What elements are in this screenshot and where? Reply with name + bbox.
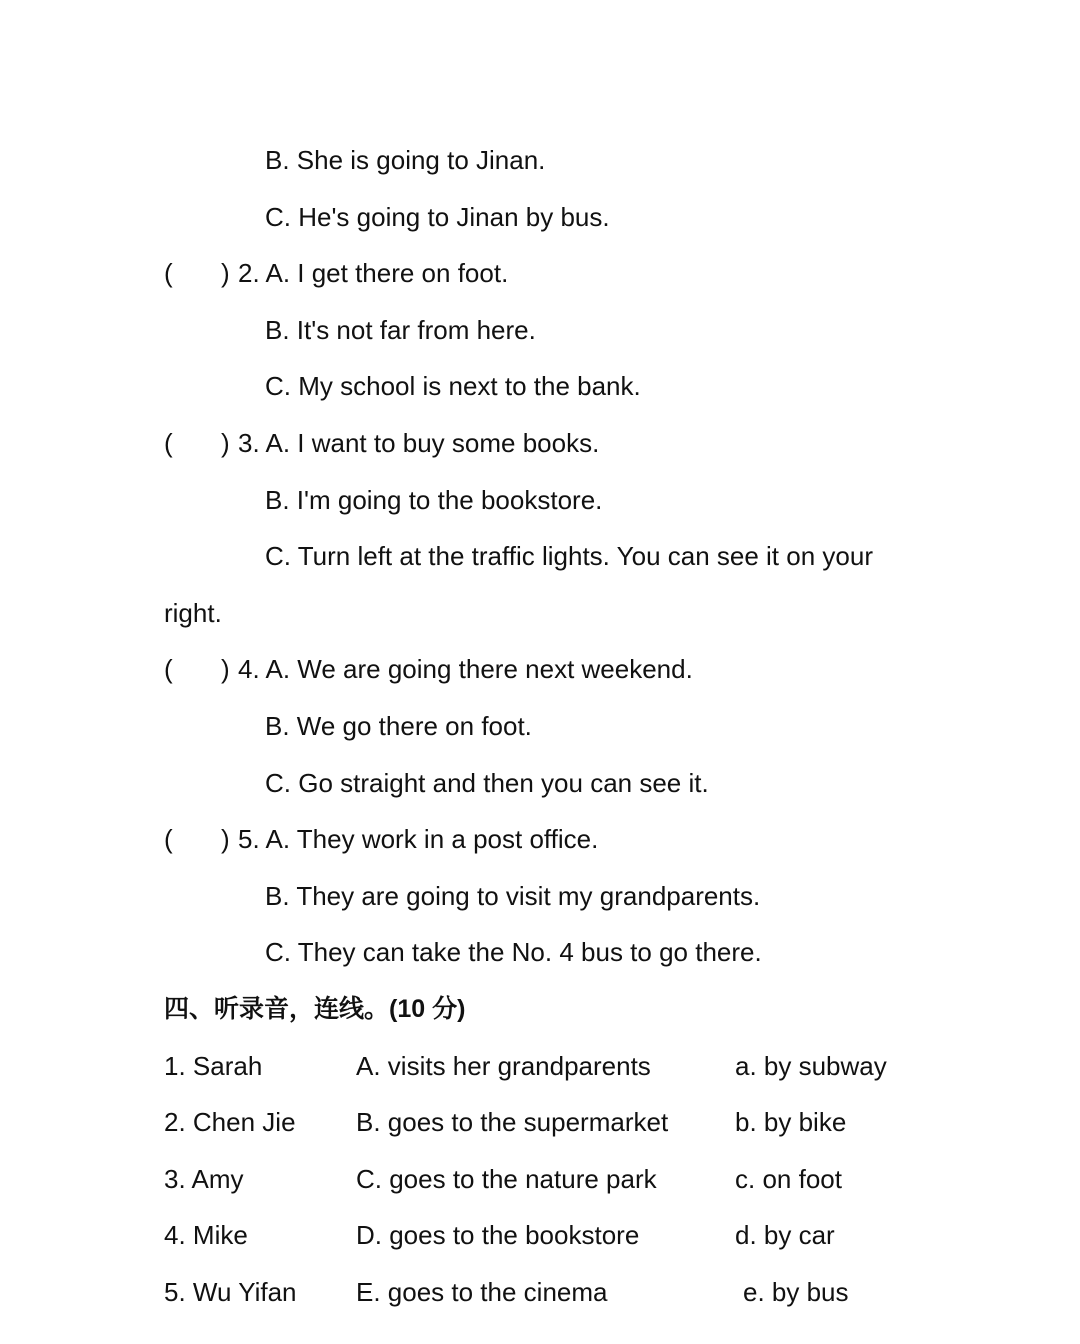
match-activity: C. goes to the nature park [356,1164,657,1194]
q4-question-line: 4. A. We are going there next weekend. [238,654,693,684]
q4-answer-blank [164,653,236,685]
match-activity: E. goes to the cinema [356,1277,608,1307]
q3-option-c: C. Turn left at the traffic lights. You can see it on your [265,541,873,571]
q1-option-b: B. She is going to Jinan. [265,145,546,175]
q4-option-c: C. Go straight and then you can see it. [265,768,709,798]
q2-question-line: 2. A. I get there on foot. [238,258,509,288]
q3-option-b: B. I'm going to the bookstore. [265,485,603,515]
q3-answer-blank [164,427,236,459]
q2-option-c: C. My school is next to the bank. [265,371,641,401]
blank-close-paren: ) [221,654,230,684]
match-name: 1. Sarah [164,1051,263,1081]
match-name: 4. Mike [164,1220,248,1250]
match-name: 3. Amy [164,1164,244,1194]
q5-option-b: B. They are going to visit my grandparents. [265,881,761,911]
q5-answer-blank [164,823,236,855]
match-transport: a. by subway [735,1051,887,1081]
blank-open-paren: ( [164,258,173,288]
q2-option-b: B. It's not far from here. [265,315,536,345]
blank-close-paren: ) [221,428,230,458]
section-heading-part4: 四、听录音，连线。(10 分) [164,995,466,1023]
match-name: 2. Chen Jie [164,1107,296,1137]
match-activity: B. goes to the supermarket [356,1107,669,1137]
q5-question-line: 5. A. They work in a post office. [238,824,599,854]
blank-open-paren: ( [164,824,173,854]
q3-option-c-continued: right. [164,598,222,628]
q4-option-b: B. We go there on foot. [265,711,532,741]
q2-answer-blank [164,257,236,289]
blank-close-paren: ) [221,258,230,288]
blank-open-paren: ( [164,654,173,684]
match-name: 5. Wu Yifan [164,1277,297,1307]
q1-option-c: C. He's going to Jinan by bus. [265,202,610,232]
match-transport: c. on foot [735,1164,842,1194]
match-activity: D. goes to the bookstore [356,1220,640,1250]
q3-question-line: 3. A. I want to buy some books. [238,428,600,458]
blank-open-paren: ( [164,428,173,458]
q5-option-c: C. They can take the No. 4 bus to go there. [265,937,762,967]
match-transport: b. by bike [735,1107,847,1137]
blank-close-paren: ) [221,824,230,854]
match-transport: d. by car [735,1220,835,1250]
match-activity: A. visits her grandparents [356,1051,651,1081]
match-transport: e. by bus [743,1277,849,1307]
